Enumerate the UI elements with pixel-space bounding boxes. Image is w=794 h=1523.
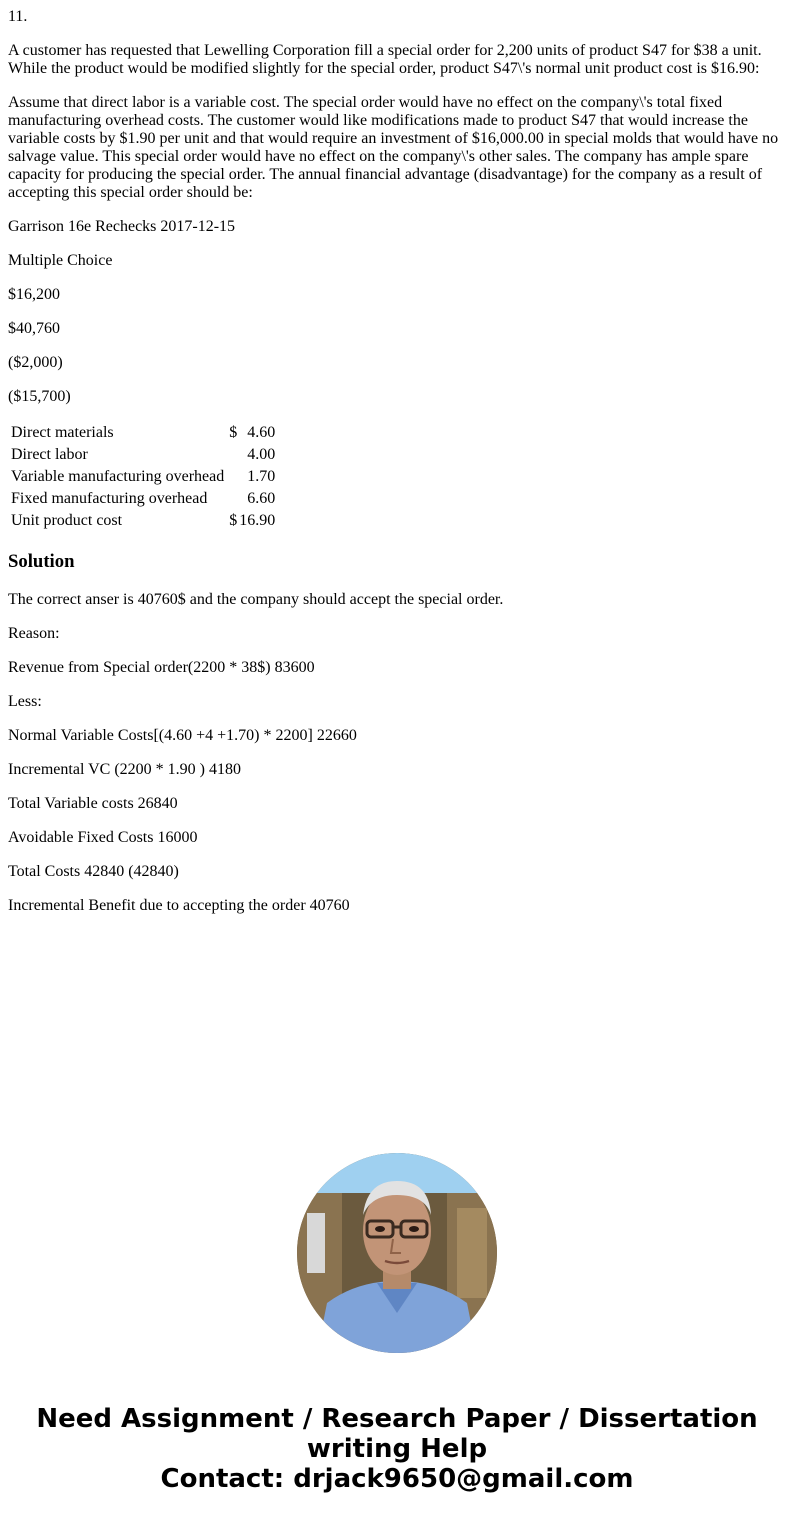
row-dollar <box>228 467 237 487</box>
unit-cost-table <box>8 421 278 533</box>
solution-line: Reason: <box>8 625 60 642</box>
footer-line-2: writing Help <box>306 1434 488 1464</box>
row-dollar <box>228 445 237 465</box>
row-dollar: $ <box>229 512 238 529</box>
row-label: Direct materials <box>11 424 114 441</box>
solution-line: Incremental Benefit due to accepting the order 40760 <box>8 897 350 914</box>
choice-b[interactable]: $40,760 <box>8 320 60 337</box>
row-label: Direct labor <box>11 446 88 463</box>
row-label: Unit product cost <box>11 512 123 529</box>
table-row <box>10 467 276 487</box>
row-label: Variable manufacturing overhead <box>11 468 225 485</box>
solution-line: Incremental VC (2200 * 1.90 ) 4180 <box>8 761 241 778</box>
question-type: Multiple Choice <box>8 252 113 269</box>
avatar-portrait <box>297 1153 497 1353</box>
question-paragraph-1: A customer has requested that Lewelling Corporation fill a special order for 2,200 units of product S47 for $38 a unit. While the product would be modified slightly for the special order, product S47\'s normal unit product cost is $16.90: <box>8 42 762 77</box>
promo-footer <box>0 1404 794 1494</box>
table-row <box>10 445 276 465</box>
choice-d[interactable]: ($15,700) <box>8 388 71 405</box>
row-value: 1.70 <box>247 468 276 485</box>
solution-line: Total Variable costs 26840 <box>8 795 178 812</box>
solution-heading: Solution <box>8 551 75 572</box>
solution-line: Avoidable Fixed Costs 16000 <box>8 829 198 846</box>
question-paragraph-2: Assume that direct labor is a variable cost. The special order would have no effect on the company\'s total fixed manufacturing overhead costs. The customer would like modifications made to product S47 that would increase the variable costs by $1.90 per unit and that would require an investment of $16,000.00 in special molds that would have no salvage value. This special order would have no effect on the company\'s other sales. The company has ample spare capacity for producing the special order. The annual financial advantage (disadvantage) for the company as a result of accepting this special order should be: <box>8 94 779 201</box>
row-value: 16.90 <box>239 512 276 529</box>
footer-contact[interactable]: Contact: drjack9650@gmail.com <box>160 1464 634 1494</box>
question-number: 11. <box>8 8 28 25</box>
table-row <box>10 423 276 443</box>
footer-line-1: Need Assignment / Research Paper / Dissertation <box>36 1404 758 1434</box>
row-value: 4.00 <box>247 446 276 463</box>
choice-a[interactable]: $16,200 <box>8 286 60 303</box>
solution-line: Less: <box>8 693 42 710</box>
author-avatar <box>297 1153 497 1353</box>
row-dollar <box>228 489 237 509</box>
row-value: 6.60 <box>247 490 276 507</box>
question-source: Garrison 16e Rechecks 2017-12-15 <box>8 218 236 235</box>
table-row <box>10 489 276 509</box>
solution-line: Revenue from Special order(2200 * 38$) 83600 <box>8 659 315 676</box>
solution-line: Normal Variable Costs[(4.60 +4 +1.70) * 2200] 22660 <box>8 727 357 744</box>
solution-line: Total Costs 42840 (42840) <box>8 863 179 880</box>
row-value: 4.60 <box>247 424 276 441</box>
solution-line: The correct anser is 40760$ and the company should accept the special order. <box>8 591 504 608</box>
table-row <box>10 511 276 531</box>
row-label: Fixed manufacturing overhead <box>11 490 208 507</box>
choice-c[interactable]: ($2,000) <box>8 354 63 371</box>
document-body <box>8 8 786 931</box>
row-dollar: $ <box>229 424 238 441</box>
